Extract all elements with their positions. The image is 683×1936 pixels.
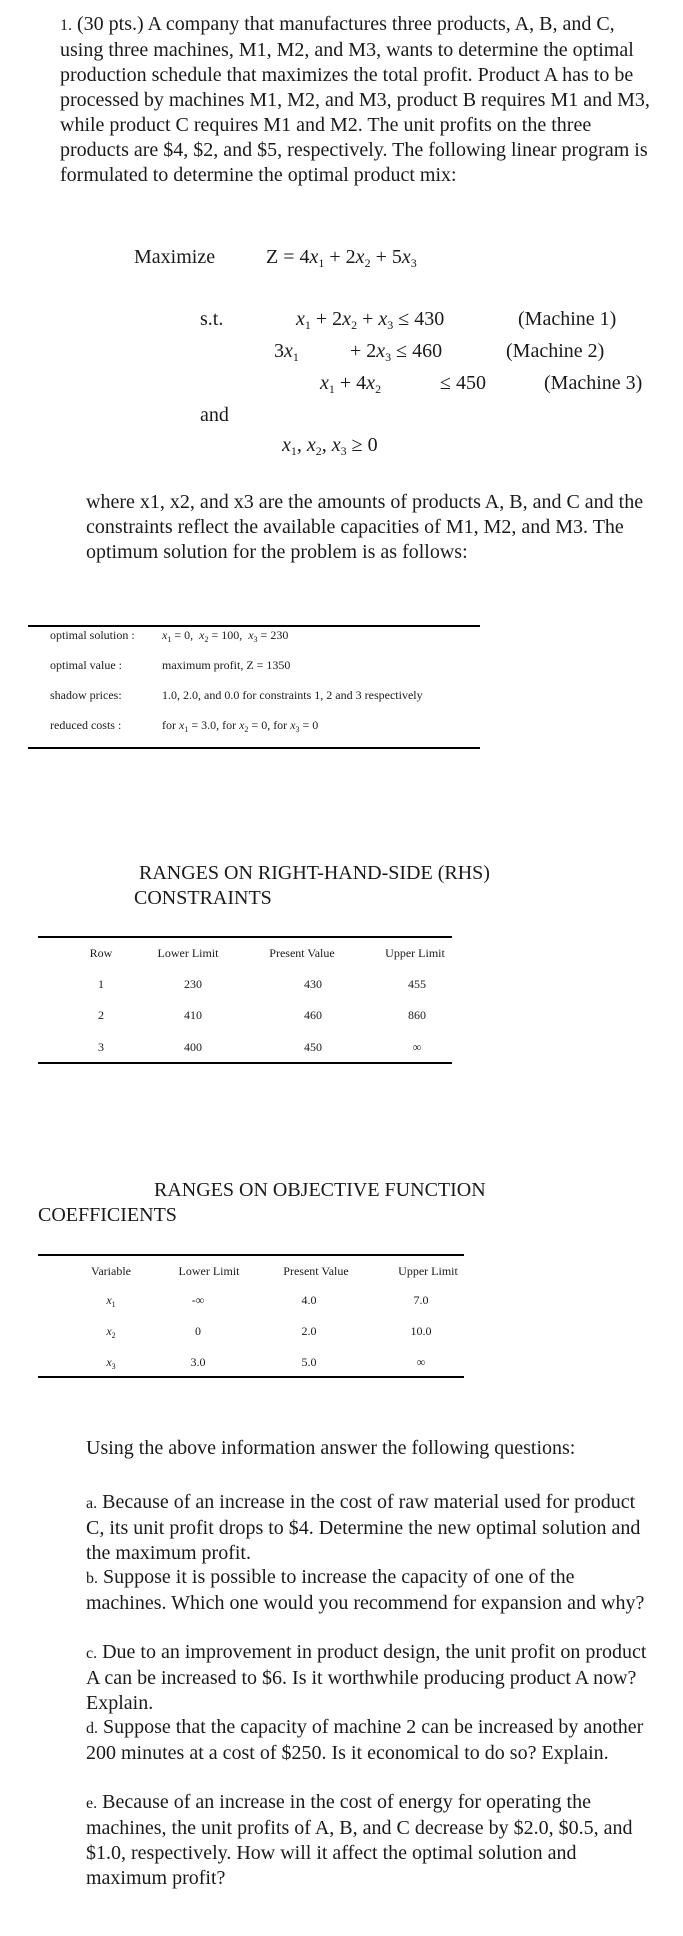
- question-c: [86, 1640, 656, 1716]
- shadow-prices-value: 1.0, 2.0, and 0.0 for constraints 1, 2 and 3 respectively: [162, 688, 423, 702]
- question-a-text: Because of an increase in the cost of raw material used for product C, its unit profit drops to $4. Determine the new optimal solution and the maximum profit.: [86, 1491, 641, 1564]
- obj-row-3-upper: ∞: [416, 1355, 426, 1369]
- rhs-row-2-upper: 860: [408, 1008, 426, 1022]
- st-label: s.t.: [200, 308, 224, 330]
- obj-row-2-present: 2.0: [301, 1324, 317, 1338]
- obj-row-2-upper: 10.0: [410, 1324, 432, 1338]
- obj-table-top-rule: [38, 1254, 464, 1256]
- question-d-label: d.: [86, 1720, 98, 1737]
- rhs-table-bottom-rule: [38, 1062, 452, 1064]
- questions-lead: Using the above information answer the following questions:: [86, 1437, 576, 1459]
- machine-3-label: (Machine 3): [544, 372, 643, 394]
- question-e-text: Because of an increase in the cost of energy for operating the machines, the unit profits of A, B, and C decrease by $2.0, $0.5, and $1.0, respectively. How will it affect the optimal solution and maximum profit?: [86, 1791, 633, 1889]
- rhs-table-title-2: CONSTRAINTS: [134, 887, 272, 909]
- rhs-row-1-present: 430: [304, 977, 322, 991]
- rhs-header-present: Present Value: [269, 946, 335, 960]
- rhs-row-1-lower: 230: [184, 977, 202, 991]
- rhs-header-row: Row: [89, 946, 113, 960]
- rhs-row-1-index: 1: [98, 977, 104, 991]
- rhs-header-lower: Lower Limit: [157, 946, 219, 960]
- question-c-label: c.: [86, 1645, 98, 1662]
- question-d-text: Suppose that the capacity of machine 2 can be increased by another 200 minutes at a cost of $250. Is it economical to do so? Explain.: [86, 1716, 644, 1764]
- obj-row-1-upper: 7.0: [413, 1293, 429, 1307]
- obj-header-present: Present Value: [283, 1264, 349, 1278]
- question-a-label: a.: [86, 1495, 98, 1512]
- obj-header-upper: Upper Limit: [398, 1264, 458, 1278]
- machine-2-label: (Machine 2): [506, 340, 605, 362]
- obj-row-2-variable: $x_2$: [106, 1324, 116, 1340]
- objective-function: $Z = 4x_1 + 2x_2 + 5x_3$: [266, 246, 417, 270]
- obj-header-variable: Variable: [91, 1264, 131, 1278]
- question-d: [86, 1715, 656, 1766]
- obj-row-2-lower: 0: [195, 1324, 201, 1338]
- reduced-costs-label: reduced costs :: [50, 718, 122, 732]
- and-label: and: [200, 404, 229, 426]
- rhs-row-2-present: 460: [304, 1008, 322, 1022]
- constraint-1: $x_1 + 2x_2 + x_3 \le 430$: [296, 308, 445, 332]
- nonnegativity-constraint: $x_1$, $x_2$, $x_3 \ge 0$: [282, 434, 378, 458]
- rhs-row-3-lower: 400: [184, 1040, 202, 1054]
- obj-table-bottom-rule: [38, 1376, 464, 1378]
- problem-intro: [60, 12, 660, 188]
- obj-row-1-variable: $x_1$: [106, 1293, 116, 1309]
- constraint-2-rhs: + $2x_3 \le 460$: [350, 340, 443, 364]
- solution-bottom-rule: [28, 747, 480, 749]
- obj-table-title-2: COEFFICIENTS: [38, 1204, 177, 1226]
- obj-row-3-variable: $x_3$: [106, 1355, 116, 1371]
- optimal-value: maximum profit, Z = 1350: [162, 658, 291, 672]
- question-e-label: e.: [86, 1795, 98, 1812]
- rhs-row-3-index: 3: [98, 1040, 104, 1054]
- question-b: [86, 1565, 656, 1616]
- reduced-costs-value: for $x_1 = 3.0$, for $x_2 = 0$, for $x_3 = 0$: [162, 718, 319, 734]
- problem-intro-text: (30 pts.) A company that manufactures three products, A, B, and C, using three machines, M1, M2, and M3, wants to determine the optimal production schedule that maximizes the total profit. Product A has to be processed by machines M1, M2, and M3, product B requires M1 and M3, while product C requires M1 and M2. The unit profits on the three products are $4, $2, and $5, respectively. The following linear program is formulated to determine the optimal product mix:: [60, 13, 650, 186]
- optimal-solution-value: $x_1 = 0$, $x_2 = 100$, $x_3 = 230$: [162, 628, 289, 644]
- optimal-solution-label: optimal solution :: [50, 628, 135, 642]
- constraint-3-rhs: ≤ 450: [440, 372, 486, 394]
- solution-top-rule: [28, 625, 480, 627]
- rhs-row-3-upper: ∞: [412, 1040, 422, 1054]
- question-e: [86, 1790, 656, 1891]
- rhs-row-2-index: 2: [98, 1008, 104, 1022]
- rhs-header-upper: Upper Limit: [385, 946, 445, 960]
- rhs-table-title: RANGES ON RIGHT-HAND-SIDE (RHS): [139, 862, 490, 884]
- question-a: [86, 1490, 656, 1566]
- obj-table-title: RANGES ON OBJECTIVE FUNCTION: [154, 1179, 486, 1201]
- obj-row-3-present: 5.0: [301, 1355, 317, 1369]
- obj-row-1-lower: -∞: [191, 1293, 205, 1307]
- explanation-text: where x1, x2, and x3 are the amounts of products A, B, and C and the constraints reflect the available capacities of M1, M2, and M3. The optimum solution for the problem is as follows:: [86, 491, 644, 563]
- rhs-row-3-present: 450: [304, 1040, 322, 1054]
- obj-row-3-lower: 3.0: [190, 1355, 206, 1369]
- question-b-text: Suppose it is possible to increase the capacity of one of the machines. Which one would you recommend for expansion and why?: [86, 1566, 645, 1614]
- shadow-prices-label: shadow prices:: [50, 688, 122, 702]
- constraint-2: $3x_1$: [274, 340, 299, 364]
- maximize-label: Maximize: [134, 246, 216, 268]
- rhs-table-top-rule: [38, 936, 452, 938]
- question-b-label: b.: [86, 1570, 98, 1587]
- problem-number: 1.: [60, 17, 72, 34]
- rhs-row-2-lower: 410: [184, 1008, 202, 1022]
- machine-1-label: (Machine 1): [518, 308, 617, 330]
- optimal-value-label: optimal value :: [50, 658, 122, 672]
- obj-row-1-present: 4.0: [301, 1293, 317, 1307]
- constraint-3: $x_1 + 4x_2$: [320, 372, 382, 396]
- question-c-text: Due to an improvement in product design, the unit profit on product A can be increased to $6. Is it worthwhile producing product A now? Explain.: [86, 1641, 647, 1714]
- obj-header-lower: Lower Limit: [178, 1264, 240, 1278]
- rhs-row-1-upper: 455: [408, 977, 426, 991]
